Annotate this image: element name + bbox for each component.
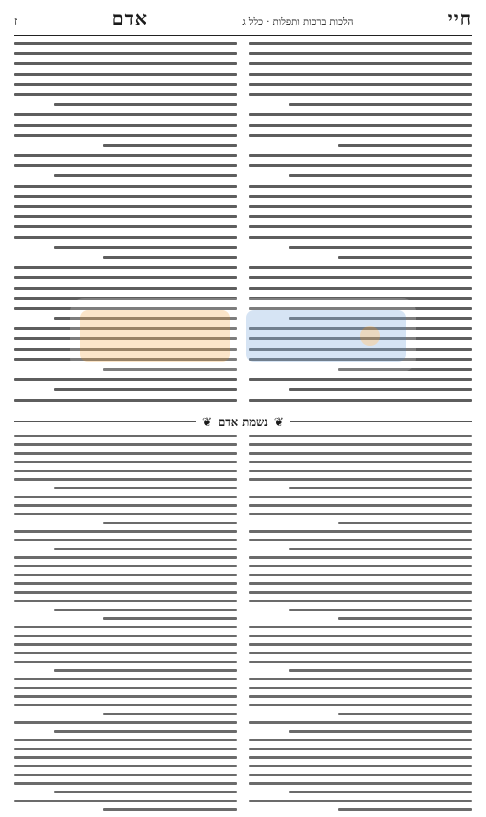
text-line-placeholder bbox=[338, 144, 472, 147]
commentary-line-placeholder bbox=[249, 504, 472, 506]
commentary-line-placeholder bbox=[249, 435, 472, 437]
commentary-line-placeholder bbox=[14, 513, 237, 515]
text-line-placeholder bbox=[249, 134, 472, 137]
text-line-placeholder bbox=[14, 185, 237, 188]
commentary-line-placeholder bbox=[14, 643, 237, 645]
commentary-line-placeholder bbox=[249, 748, 472, 750]
text-line-placeholder bbox=[249, 124, 472, 127]
main-text-columns bbox=[14, 42, 472, 409]
commentary-line-placeholder bbox=[338, 808, 472, 810]
commentary-line-placeholder bbox=[249, 652, 472, 654]
fleuron-icon: ❦ bbox=[202, 414, 213, 429]
commentary-line-placeholder bbox=[249, 695, 472, 697]
text-line-placeholder bbox=[249, 236, 472, 239]
text-line-placeholder bbox=[14, 42, 237, 45]
commentary-line-placeholder bbox=[14, 704, 237, 706]
text-line-placeholder bbox=[14, 266, 237, 269]
commentary-line-placeholder bbox=[14, 661, 237, 663]
commentary-line-placeholder bbox=[249, 782, 472, 784]
commentary-line-placeholder bbox=[14, 565, 237, 567]
commentary-line-placeholder bbox=[249, 756, 472, 758]
text-line-placeholder bbox=[14, 113, 237, 116]
commentary-line-placeholder bbox=[249, 513, 472, 515]
commentary-line-placeholder bbox=[14, 504, 237, 506]
commentary-banner bbox=[14, 415, 472, 429]
header-book-title-right: חיי bbox=[447, 8, 472, 30]
text-line-placeholder bbox=[14, 52, 237, 55]
text-line-placeholder bbox=[14, 307, 237, 310]
commentary-line-placeholder bbox=[14, 496, 237, 498]
commentary-line-placeholder bbox=[249, 565, 472, 567]
text-line-placeholder bbox=[14, 287, 237, 290]
commentary-line-placeholder bbox=[249, 443, 472, 445]
commentary-line-placeholder bbox=[289, 791, 472, 793]
text-line-placeholder bbox=[289, 103, 472, 106]
text-line-placeholder bbox=[249, 266, 472, 269]
text-line-placeholder bbox=[338, 256, 472, 259]
commentary-line-placeholder bbox=[14, 695, 237, 697]
text-line-placeholder bbox=[249, 348, 472, 351]
commentary-line-placeholder bbox=[14, 765, 237, 767]
text-line-placeholder bbox=[289, 317, 472, 320]
commentary-line-placeholder bbox=[14, 678, 237, 680]
text-line-placeholder bbox=[289, 174, 472, 177]
text-line-placeholder bbox=[14, 236, 237, 239]
text-line-placeholder bbox=[249, 337, 472, 340]
commentary-line-placeholder bbox=[289, 669, 472, 671]
text-line-placeholder bbox=[14, 327, 237, 330]
text-line-placeholder bbox=[249, 93, 472, 96]
text-line-placeholder bbox=[249, 307, 472, 310]
text-line-placeholder bbox=[249, 62, 472, 65]
commentary-columns bbox=[14, 435, 472, 817]
text-line-placeholder bbox=[14, 83, 237, 86]
text-line-placeholder bbox=[14, 399, 237, 402]
text-line-placeholder bbox=[249, 83, 472, 86]
commentary-line-placeholder bbox=[103, 617, 237, 619]
text-line-placeholder bbox=[249, 113, 472, 116]
commentary-line-placeholder bbox=[14, 748, 237, 750]
commentary-line-placeholder bbox=[249, 626, 472, 628]
text-line-placeholder bbox=[14, 378, 237, 381]
text-line-placeholder bbox=[14, 215, 237, 218]
commentary-line-placeholder bbox=[14, 435, 237, 437]
commentary-line-placeholder bbox=[289, 730, 472, 732]
commentary-line-placeholder bbox=[103, 522, 237, 524]
commentary-line-placeholder bbox=[289, 609, 472, 611]
commentary-line-placeholder bbox=[249, 765, 472, 767]
commentary-line-placeholder bbox=[249, 591, 472, 593]
commentary-line-placeholder bbox=[14, 782, 237, 784]
text-line-placeholder bbox=[103, 256, 237, 259]
commentary-line-placeholder bbox=[14, 443, 237, 445]
text-line-placeholder bbox=[14, 297, 237, 300]
commentary-line-placeholder bbox=[14, 635, 237, 637]
commentary-line-placeholder bbox=[249, 635, 472, 637]
commentary-line-placeholder bbox=[249, 470, 472, 472]
text-line-placeholder bbox=[14, 134, 237, 137]
text-line-placeholder bbox=[249, 297, 472, 300]
commentary-line-placeholder bbox=[14, 530, 237, 532]
text-line-placeholder bbox=[289, 246, 472, 249]
commentary-line-placeholder bbox=[338, 617, 472, 619]
commentary-column-right bbox=[249, 435, 472, 817]
text-line-placeholder bbox=[249, 358, 472, 361]
commentary-line-placeholder bbox=[249, 556, 472, 558]
commentary-line-placeholder bbox=[338, 713, 472, 715]
text-line-placeholder bbox=[338, 368, 472, 371]
commentary-line-placeholder bbox=[14, 470, 237, 472]
text-line-placeholder bbox=[54, 317, 237, 320]
header-book-title-left: אדם bbox=[111, 8, 148, 30]
text-line-placeholder bbox=[249, 52, 472, 55]
commentary-column-left bbox=[14, 435, 237, 817]
text-line-placeholder bbox=[14, 164, 237, 167]
commentary-line-placeholder bbox=[249, 721, 472, 723]
text-line-placeholder bbox=[249, 287, 472, 290]
commentary-line-placeholder bbox=[103, 713, 237, 715]
text-line-placeholder bbox=[14, 62, 237, 65]
commentary-line-placeholder bbox=[14, 582, 237, 584]
commentary-line-placeholder bbox=[14, 461, 237, 463]
text-line-placeholder bbox=[289, 388, 472, 391]
fleuron-icon: ❦ bbox=[273, 414, 284, 429]
commentary-line-placeholder bbox=[14, 556, 237, 558]
commentary-line-placeholder bbox=[14, 687, 237, 689]
banner-rule-left bbox=[14, 421, 196, 422]
text-line-placeholder bbox=[14, 124, 237, 127]
commentary-line-placeholder bbox=[14, 478, 237, 480]
commentary-line-placeholder bbox=[249, 582, 472, 584]
commentary-line-placeholder bbox=[14, 452, 237, 454]
commentary-line-placeholder bbox=[249, 704, 472, 706]
commentary-line-placeholder bbox=[289, 487, 472, 489]
commentary-line-placeholder bbox=[289, 548, 472, 550]
text-line-placeholder bbox=[14, 276, 237, 279]
text-line-placeholder bbox=[249, 185, 472, 188]
commentary-line-placeholder bbox=[54, 669, 237, 671]
commentary-line-placeholder bbox=[14, 721, 237, 723]
text-line-placeholder bbox=[54, 388, 237, 391]
text-line-placeholder bbox=[14, 205, 237, 208]
text-line-placeholder bbox=[14, 93, 237, 96]
commentary-line-placeholder bbox=[249, 643, 472, 645]
text-line-placeholder bbox=[249, 399, 472, 402]
text-line-placeholder bbox=[14, 348, 237, 351]
text-line-placeholder bbox=[249, 327, 472, 330]
commentary-line-placeholder bbox=[14, 800, 237, 802]
banner-rule-right bbox=[290, 421, 472, 422]
main-text-column-left bbox=[14, 42, 237, 409]
text-line-placeholder bbox=[14, 337, 237, 340]
text-line-placeholder bbox=[249, 42, 472, 45]
text-line-placeholder bbox=[103, 144, 237, 147]
commentary-line-placeholder bbox=[249, 678, 472, 680]
text-line-placeholder bbox=[14, 358, 237, 361]
main-text-column-right bbox=[249, 42, 472, 409]
commentary-line-placeholder bbox=[338, 522, 472, 524]
text-line-placeholder bbox=[14, 225, 237, 228]
commentary-title: נשמת אדם bbox=[218, 414, 268, 429]
commentary-line-placeholder bbox=[249, 774, 472, 776]
commentary-line-placeholder bbox=[14, 756, 237, 758]
text-line-placeholder bbox=[249, 215, 472, 218]
commentary-line-placeholder bbox=[249, 600, 472, 602]
text-line-placeholder bbox=[249, 276, 472, 279]
text-line-placeholder bbox=[14, 195, 237, 198]
commentary-line-placeholder bbox=[14, 539, 237, 541]
commentary-line-placeholder bbox=[14, 739, 237, 741]
text-line-placeholder bbox=[249, 164, 472, 167]
text-line-placeholder bbox=[249, 73, 472, 76]
text-line-placeholder bbox=[249, 154, 472, 157]
commentary-line-placeholder bbox=[249, 800, 472, 802]
text-line-placeholder bbox=[14, 154, 237, 157]
commentary-line-placeholder bbox=[249, 661, 472, 663]
commentary-line-placeholder bbox=[54, 791, 237, 793]
commentary-line-placeholder bbox=[14, 591, 237, 593]
text-line-placeholder bbox=[249, 195, 472, 198]
text-line-placeholder bbox=[54, 246, 237, 249]
text-line-placeholder bbox=[103, 368, 237, 371]
commentary-line-placeholder bbox=[249, 574, 472, 576]
commentary-line-placeholder bbox=[14, 600, 237, 602]
commentary-line-placeholder bbox=[103, 808, 237, 810]
text-line-placeholder bbox=[249, 225, 472, 228]
commentary-line-placeholder bbox=[14, 774, 237, 776]
commentary-line-placeholder bbox=[249, 530, 472, 532]
commentary-line-placeholder bbox=[14, 574, 237, 576]
header-section-title: הלכות ברכות ותפלות · כלל ג bbox=[242, 17, 354, 28]
running-header bbox=[14, 8, 472, 36]
commentary-line-placeholder bbox=[249, 496, 472, 498]
commentary-line-placeholder bbox=[54, 609, 237, 611]
text-line-placeholder bbox=[54, 174, 237, 177]
text-line-placeholder bbox=[249, 378, 472, 381]
text-line-placeholder bbox=[54, 103, 237, 106]
commentary-line-placeholder bbox=[54, 487, 237, 489]
page-number: ז bbox=[14, 14, 18, 28]
commentary-line-placeholder bbox=[54, 548, 237, 550]
commentary-line-placeholder bbox=[14, 626, 237, 628]
commentary-line-placeholder bbox=[14, 652, 237, 654]
text-line-placeholder bbox=[249, 205, 472, 208]
commentary-line-placeholder bbox=[249, 539, 472, 541]
commentary-line-placeholder bbox=[249, 452, 472, 454]
commentary-line-placeholder bbox=[249, 461, 472, 463]
commentary-line-placeholder bbox=[249, 739, 472, 741]
commentary-line-placeholder bbox=[249, 478, 472, 480]
commentary-line-placeholder bbox=[249, 687, 472, 689]
text-line-placeholder bbox=[14, 73, 237, 76]
commentary-line-placeholder bbox=[54, 730, 237, 732]
